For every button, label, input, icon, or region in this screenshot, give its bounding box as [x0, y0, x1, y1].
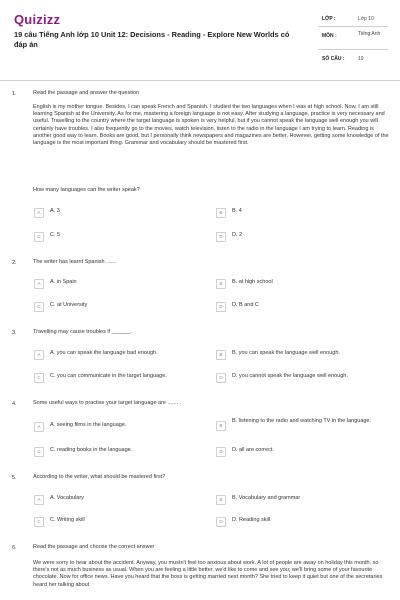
question-number: 2.	[12, 260, 17, 266]
question-number: 3.	[12, 330, 17, 336]
page-title: 19 câu Tiếng Anh lớp 10 Unit 12: Decisions - Reading - Explore New Worlds có đáp án	[14, 30, 290, 49]
option-letter-box: D	[216, 302, 226, 312]
option-letter-box: D	[216, 373, 226, 383]
option-letter-box: C	[34, 447, 44, 457]
option-text: B. at high school	[232, 279, 273, 285]
option-letter-box: A	[34, 422, 44, 432]
worksheet-header	[0, 0, 400, 72]
question-instruction: Read the passage and choose the correct answer	[33, 544, 155, 550]
option-letter-box: B	[216, 279, 226, 289]
meta-value: Lớp 10	[358, 16, 374, 22]
meta-value: Tiếng Anh	[358, 31, 381, 37]
option-letter-box: C	[34, 302, 44, 312]
meta-box	[318, 10, 388, 66]
question-text: According to the writer, what should be mastered first?	[33, 474, 166, 480]
question-instruction: Read the passage and answer the question	[33, 90, 140, 96]
option-text: C. reading books in the language.	[50, 447, 133, 453]
option-letter-box: D	[216, 447, 226, 457]
reading-passage: English is my mother tongue. Besides, I can speak French and Spanish. I studied the two languages when I was at high school. Now, I am still learning Spanish at the University. As for me, mastering a foreign language is not easy. After studying a language, practice is very necessary and useful. Travelling to the country where the target language is spoken is very helpful, but if you cannot speak the language well enough you will certainly have troubles. I also frequently go to the movies, watch television, listen to the radio in the language I am trying to learn. Reading is another good way to learn. Books are good, but I personally think newspapers and magazines are better. However, getting some knowledge of the language is the most important thing. Grammar and vocabulary should be mastered first.	[33, 104, 389, 147]
option-letter-box: B	[216, 495, 226, 505]
option-text: A. you can speak the language bad enough.	[50, 350, 158, 356]
meta-key: MÔN :	[322, 33, 337, 39]
option-text: B. 4	[232, 208, 242, 214]
option-letter-box: A	[34, 350, 44, 360]
option-letter-box: C	[34, 232, 44, 242]
question-text: Some useful ways to practise your target language are ....... .	[33, 400, 182, 406]
option-letter-box: B	[216, 421, 226, 431]
question-text: How many languages can the writer speak?	[33, 187, 140, 193]
option-text: D. 2	[232, 232, 243, 238]
meta-value: 19	[358, 56, 364, 62]
option-text: A. seeing films in the language.	[50, 422, 127, 428]
option-text: D. Reading skill	[232, 517, 271, 523]
option-text: A. in Spain	[50, 279, 77, 285]
option-text: C. at University	[50, 302, 88, 308]
option-text: A. 3	[50, 208, 60, 214]
question-number: 5.	[12, 475, 17, 481]
question-number: 6.	[12, 545, 17, 551]
option-text: B. you can speak the language well enough.	[232, 350, 340, 356]
header-divider	[0, 80, 400, 81]
meta-row-subject	[318, 27, 388, 50]
option-text: C. Writing skill	[50, 517, 85, 523]
option-letter-box: B	[216, 208, 226, 218]
meta-key: LỚP :	[322, 16, 336, 22]
option-letter-box: A	[34, 279, 44, 289]
question-number: 1.	[12, 91, 17, 97]
option-letter-box: A	[34, 495, 44, 505]
option-text: D. all are correct.	[232, 447, 274, 453]
option-text: B. listening to the radio and watching TV in the language.	[232, 418, 372, 424]
option-text: D. you cannot speak the language well enough.	[232, 373, 348, 379]
option-letter-box: B	[216, 350, 226, 360]
option-text: A. Vocabulary	[50, 495, 84, 501]
option-letter-box: D	[216, 232, 226, 242]
option-letter-box: D	[216, 517, 226, 527]
meta-row-class	[318, 10, 388, 27]
option-text: C. 5	[50, 232, 61, 238]
option-text: D. B and C	[232, 302, 259, 308]
option-text: C. you can communicate in the target language.	[50, 373, 167, 379]
meta-row-count	[318, 50, 388, 66]
reading-passage: We were sorry to hear about the accident. Anyway, you mustn't feel too anxious about work. A lot of people are away on holiday this month, so there's not as much business as usual. When you are feeling a little better, we'd like to come and see you; we'll bring some of your favourite chocolate. Now for office news. Have you heard that the boss is getting married next month? She tried to keep it quiet but one of the secretaries heard her talking about	[33, 560, 383, 588]
meta-key: SỐ CÂU :	[322, 56, 345, 62]
option-text: B. Vocabulary and grammar	[232, 495, 301, 501]
option-letter-box: C	[34, 517, 44, 527]
question-number: 4.	[12, 401, 17, 407]
option-letter-box: A	[34, 208, 44, 218]
quizizz-logo: Quizizz	[14, 12, 61, 27]
question-text: The writer has learnt Spanish .......	[33, 259, 117, 265]
option-letter-box: C	[34, 373, 44, 383]
question-text: Travelling may cause troubles if ______.	[33, 329, 132, 335]
